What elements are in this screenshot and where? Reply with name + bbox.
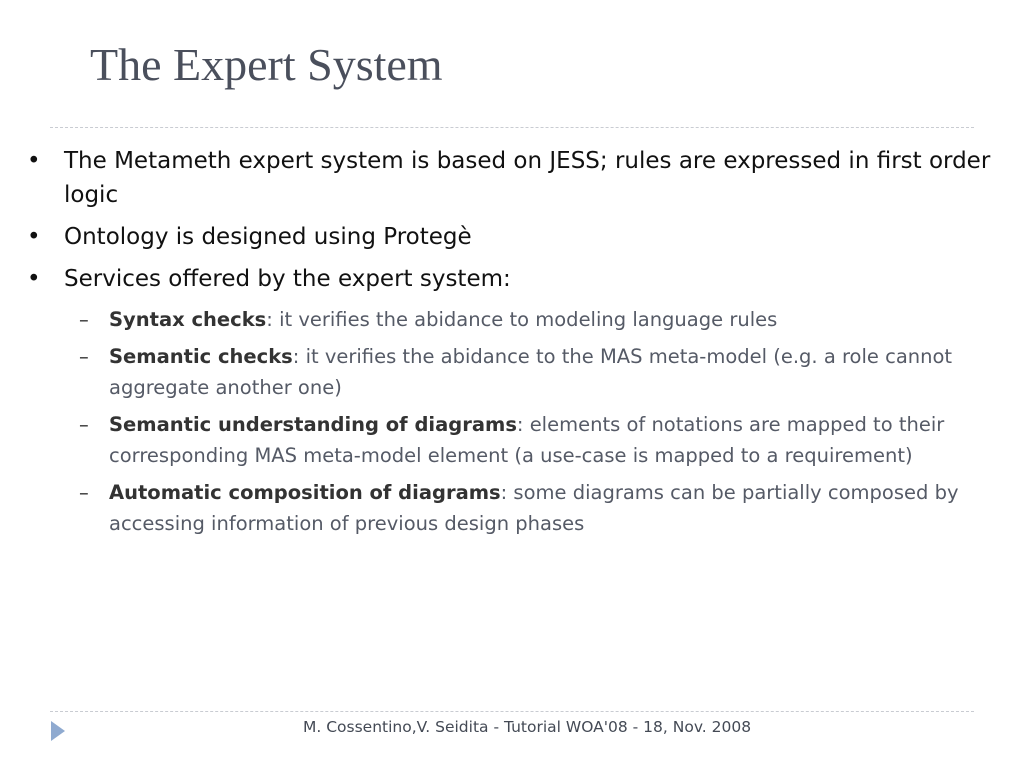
bullet-marker: •	[27, 266, 41, 292]
footer-citation: M. Cossentino,V. Seidita - Tutorial WOA'08 - 18, Nov. 2008	[303, 718, 752, 736]
bullet-marker: •	[27, 224, 41, 250]
sub-bullet-term: Automatic composition of diagrams	[109, 481, 501, 504]
title-divider	[50, 127, 974, 128]
sub-bullet-term: Syntax checks	[109, 308, 267, 331]
sub-bullet-item	[0, 477, 1000, 539]
sub-bullet-term: Semantic checks	[109, 345, 293, 368]
sub-bullet-term: Semantic understanding of diagrams	[109, 413, 517, 436]
sub-bullet-text: : elements of notations are mapped to their corresponding MAS meta-model element (a use-case is mapped to a requirement)	[109, 413, 945, 467]
sub-bullet-item	[0, 341, 1000, 403]
sub-bullet-text: : it verifies the abidance to the MAS meta-model (e.g. a role cannot aggregate another one)	[109, 345, 953, 399]
bullet-marker: •	[27, 148, 41, 174]
footer-divider	[50, 711, 974, 712]
bullet-text: The Metameth expert system is based on JESS; rules are expressed in first order logic	[64, 148, 991, 208]
bullet-item	[0, 262, 1000, 296]
bullet-item	[0, 220, 1000, 254]
slide-content	[0, 144, 1000, 545]
triangle-play-icon	[51, 721, 65, 741]
sub-bullet-text: : some diagrams can be partially composed by accessing information of previous design phases	[109, 481, 959, 535]
bullet-text: Ontology is designed using Protegè	[64, 224, 472, 250]
bullet-item	[0, 144, 1000, 212]
sub-bullet-text: : it verifies the abidance to modeling language rules	[266, 308, 778, 331]
sub-bullet-list	[0, 304, 1000, 539]
sub-bullet-item	[0, 304, 1000, 335]
sub-bullet-item	[0, 409, 1000, 471]
dash-marker: –	[79, 481, 89, 504]
slide-title: The Expert System	[90, 39, 443, 90]
bullet-text: Services offered by the expert system:	[64, 266, 511, 292]
dash-marker: –	[79, 345, 89, 368]
dash-marker: –	[79, 413, 89, 436]
dash-marker: –	[79, 308, 89, 331]
